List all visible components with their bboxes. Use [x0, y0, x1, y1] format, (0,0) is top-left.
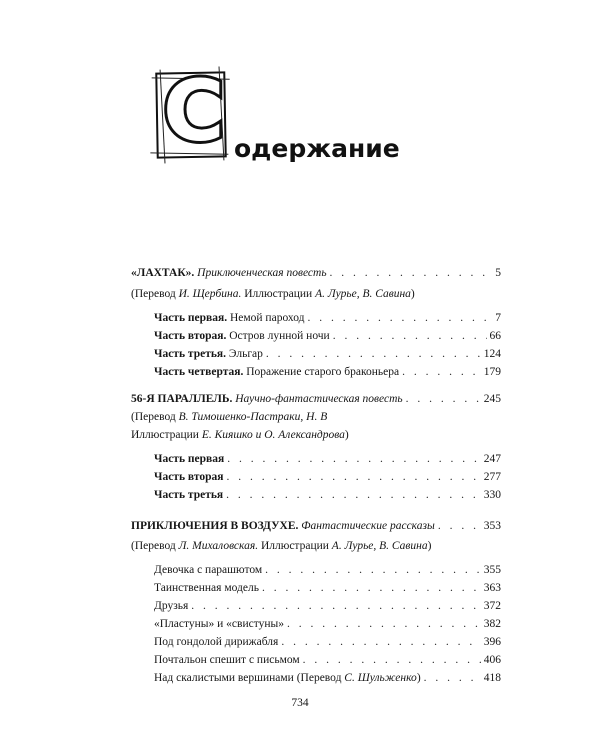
credits-line — [131, 287, 415, 302]
entry-text — [154, 635, 278, 650]
section-title-wrap — [131, 266, 327, 281]
entry-text — [154, 563, 262, 578]
entry-row — [154, 347, 501, 362]
entry-text — [154, 311, 305, 326]
entry-label: Часть четвертая. — [154, 366, 244, 378]
section-row — [131, 266, 501, 281]
dot-leader — [330, 266, 493, 281]
credit-text: (Перевод — [131, 288, 179, 300]
entry-row — [154, 470, 501, 485]
entry-title: Поражение старого браконьера — [246, 366, 400, 378]
section-title: ПРИКЛЮЧЕНИЯ В ВОЗДУХЕ. — [131, 520, 299, 532]
entry-label: Часть первая. — [154, 312, 228, 324]
section-subtitle: Научно-фантастическая повесть — [235, 393, 403, 405]
section-page: 245 — [483, 393, 501, 405]
entry-page: 363 — [483, 582, 501, 594]
credit-text: (Перевод — [131, 411, 179, 423]
page-number: 734 — [291, 697, 309, 709]
credit-text: (Перевод — [131, 540, 179, 552]
entry-text — [154, 581, 259, 596]
entry-page: 66 — [489, 330, 501, 342]
section-subtitle: Фантастические рассказы — [301, 520, 435, 532]
entry-row — [154, 311, 501, 326]
entry-text — [154, 599, 188, 614]
entry-row — [154, 671, 501, 686]
dot-leader — [281, 635, 480, 650]
credits-line — [131, 410, 327, 425]
credit-name: В. Тимошенко-Пастраки, Н. В — [178, 411, 328, 423]
entry-label: Часть вторая — [154, 471, 224, 483]
section-page: 5 — [495, 267, 501, 279]
entry-title: Девочка с парашютом — [154, 564, 263, 576]
credits-line — [131, 539, 431, 554]
entry-page: 277 — [483, 471, 501, 483]
credit-text: ) — [344, 429, 349, 441]
entry-label: Часть вторая. — [154, 330, 227, 342]
dot-leader — [191, 599, 480, 614]
dropcap-letter: С — [163, 62, 225, 160]
entry-page: 396 — [483, 636, 501, 648]
credit-text: Иллюстрации — [131, 429, 202, 441]
contents-heading — [156, 62, 416, 182]
entry-text — [154, 671, 421, 686]
entry-text — [154, 653, 300, 668]
entry-page: 372 — [483, 600, 501, 612]
entry-text — [154, 452, 224, 467]
entry-text — [154, 470, 223, 485]
entry-row — [154, 635, 501, 650]
entry-title: Остров лунной ночи — [229, 330, 330, 342]
entry-text — [154, 617, 284, 632]
entry-row — [154, 653, 501, 668]
section-title-wrap — [131, 392, 403, 407]
section-title: «ЛАХТАК». — [131, 267, 195, 279]
entry-row — [154, 365, 501, 380]
entry-title: «Пластуны» и «свистуны» — [154, 618, 284, 630]
dot-leader — [424, 671, 481, 686]
section-page: 353 — [483, 520, 501, 532]
section-title: 56-Я ПАРАЛЛЕЛЬ. — [131, 393, 233, 405]
entry-row — [154, 581, 501, 596]
credit-text: Иллюстрации — [241, 288, 316, 300]
entry-translator: С. Шульженко — [344, 672, 417, 684]
dot-leader — [287, 617, 481, 632]
entry-text — [154, 329, 330, 344]
entry-page: 124 — [483, 348, 501, 360]
entry-page: 7 — [495, 312, 501, 324]
section-row — [131, 519, 501, 534]
entry-title: Таинственная модель — [154, 582, 259, 594]
entry-title: Почтальон спешит с письмом — [154, 654, 300, 666]
dot-leader — [333, 329, 487, 344]
credits-line — [131, 428, 349, 443]
dot-leader — [226, 488, 481, 503]
credit-name: Е. Кияшко и О. Александрова — [201, 429, 345, 441]
dot-leader — [226, 470, 480, 485]
entry-page: 247 — [483, 453, 501, 465]
entry-page: 406 — [483, 654, 501, 666]
dot-leader — [402, 365, 481, 380]
dot-leader — [308, 311, 493, 326]
credit-name: А. Лурье, В. Савина — [315, 288, 411, 300]
entry-title: Над скалистыми вершинами (Перевод — [154, 672, 345, 684]
entry-label: Часть третья. — [154, 348, 227, 360]
section-title-wrap — [131, 519, 435, 534]
entry-title-end: ) — [416, 672, 421, 684]
credit-name: А. Лурье, В. Савина — [331, 540, 428, 552]
entry-title: Под гондолой дирижабля — [154, 636, 279, 648]
entry-row — [154, 563, 501, 578]
dot-leader — [265, 563, 481, 578]
dot-leader — [406, 392, 481, 407]
dot-leader — [438, 519, 481, 534]
entry-page: 330 — [483, 489, 501, 501]
entry-row — [154, 599, 501, 614]
section-row — [131, 392, 501, 407]
credit-name: Л. Михаловская. — [178, 540, 259, 552]
entry-row — [154, 329, 501, 344]
entry-page: 418 — [483, 672, 501, 684]
credit-text: ) — [410, 288, 415, 300]
entry-label: Часть третья — [154, 489, 224, 501]
section-subtitle: Приключенческая повесть — [197, 267, 327, 279]
entry-text — [154, 347, 263, 362]
entry-page: 179 — [483, 366, 501, 378]
entry-row — [154, 617, 501, 632]
entry-text — [154, 488, 223, 503]
dot-leader — [266, 347, 481, 362]
entry-label: Часть первая — [154, 453, 225, 465]
dot-leader — [303, 653, 481, 668]
entry-row — [154, 452, 501, 467]
entry-text — [154, 365, 399, 380]
credit-name: И. Щербина. — [178, 288, 242, 300]
heading-text: одержание — [234, 134, 400, 163]
dot-leader — [262, 581, 481, 596]
dot-leader — [227, 452, 481, 467]
entry-row — [154, 488, 501, 503]
entry-title: Немой пароход — [229, 312, 305, 324]
credit-text: ) — [427, 540, 432, 552]
credit-text: Иллюстрации — [258, 540, 332, 552]
entry-page: 355 — [483, 564, 501, 576]
entry-title: Друзья — [154, 600, 189, 612]
entry-page: 382 — [483, 618, 501, 630]
entry-title: Эльгар — [228, 348, 263, 360]
